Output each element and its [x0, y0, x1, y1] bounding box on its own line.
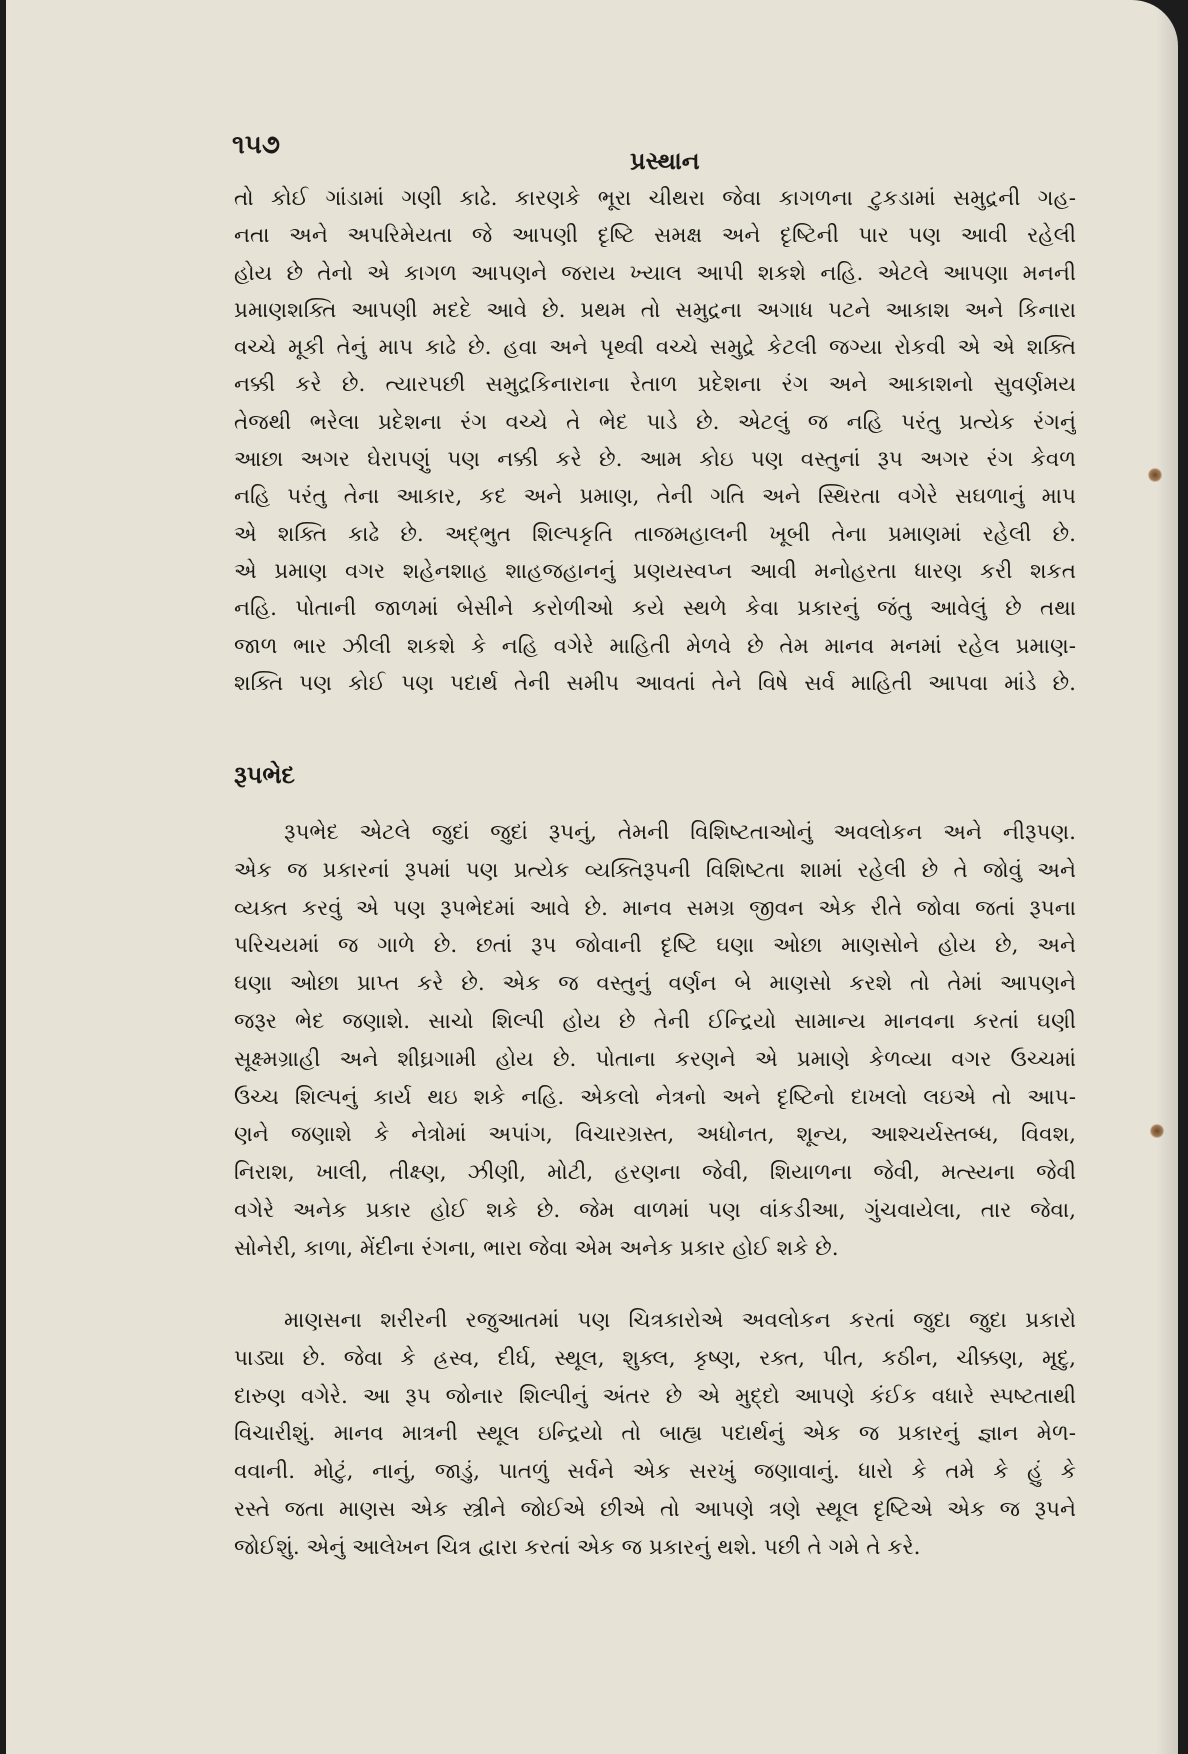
text-line: રૂપભેદ એટલે જુદાં જુદાં રૂપનું, તેમની વિશિષ્ટતાઓનું અવલોકન અને નીરૂપણ.	[284, 820, 1076, 845]
text-line: એ પ્રમાણ વગર શહેનશાહ શાહજહાનનું પ્રણયસ્વપ્ન આવી મનોહરતા ધારણ કરી શકત	[234, 558, 1076, 584]
text-line: ઘણા ઓછા પ્રાપ્ત કરે છે. એક જ વસ્તુનું વર્ણન બે માણસો કરશે તો તેમાં આપણને	[234, 971, 1076, 997]
text-line: પાડ્યા છે. જેવા કે હ્રસ્વ, દીર્ઘ, સ્થૂલ, શુક્લ, કૃષ્ણ, રક્ત, પીત, કઠીન, ચીક્કણ, મૃદુ,	[234, 1345, 1076, 1371]
text-line: દારુણ વગેરે. આ રૂપ જોનાર શિલ્પીનું અંતર છે એ મુદ્દો આપણે કંઈક વધારે સ્પષ્ટતાથી	[234, 1383, 1076, 1409]
text-line: શક્તિ પણ કોઈ પણ પદાર્થ તેની સમીપ આવતાં તેને વિષે સર્વ માહિતી આપવા માંડે છે.	[234, 670, 1076, 696]
binding-hole-mark	[1150, 1124, 1164, 1138]
text-line: જરૂર ભેદ જણાશે. સાચો શિલ્પી હોય છે તેની ઈન્દ્રિયો સામાન્ય માનવના કરતાં ઘણી	[234, 1008, 1076, 1034]
text-line: એ શક્તિ કાઢે છે. અદ્ભુત શિલ્પકૃતિ તાજમહાલની ખૂબી તેના પ્રમાણમાં રહેલી છે.	[234, 521, 1076, 547]
text-line: જાળ ભાર ઝીલી શકશે કે નહિ વગેરે માહિતી મેળવે છે તેમ માનવ મનમાં રહેલ પ્રમાણ-	[234, 633, 1076, 659]
text-line: નિરાશ, ખાલી, તીક્ષ્ણ, ઝીણી, મોટી, હરણના જેવી, શિયાળના જેવી, મત્સ્યના જેવી	[234, 1160, 1076, 1186]
text-line: સોનેરી, કાળા, મેંદીના રંગના, ભારા જેવા એમ અનેક પ્રકાર હોઈ શકે છે.	[234, 1235, 839, 1261]
text-line: જોઈશું. એનું આલેખન ચિત્ર દ્વારા કરતાં એક જ પ્રકારનું થશે. પછી તે ગમે તે કરે.	[234, 1534, 921, 1560]
text-line: વ્યક્ત કરવું એ પણ રૂપભેદમાં આવે છે. માનવ સમગ્ર જીવન એક રીતે જોવા જતાં રૂપના	[234, 895, 1076, 921]
text-line: ણને જણાશે કે નેત્રોમાં અપાંગ, વિચારગ્રસ્ત, અધોનત, શૂન્ય, આશ્ચર્યસ્તબ્ધ, વિવશ,	[234, 1122, 1076, 1148]
paragraph-1	[234, 180, 1076, 702]
text-line: વગેરે અનેક પ્રકાર હોઈ શકે છે. જેમ વાળમાં પણ વાંકડીઆ, ગુંચવાયેલા, તાર જેવા,	[234, 1197, 1076, 1223]
text-line: તો કોઈ ગાંડામાં ગણી કાઢે. કારણકે ભૂરા ચીથરા જેવા કાગળના ટુકડામાં સમુદ્રની ગહ-	[234, 186, 1076, 211]
text-line: રસ્તે જતા માણસ એક સ્ત્રીને જોઈએ છીએ તો આપણે ત્રણે સ્થૂલ દૃષ્ટિએ એક જ રૂપને	[234, 1496, 1076, 1522]
text-line: વિચારીશું. માનવ માત્રની સ્થૂલ ઇન્દ્રિયો તો બાહ્ય પદાર્થનું એક જ પ્રકારનું જ્ઞાન મેળ-	[234, 1421, 1076, 1447]
paragraph-2	[234, 814, 1076, 1268]
text-line: પરિચયમાં જ ગાળે છે. છતાં રૂપ જોવાની દૃષ્ટિ ઘણા ઓછા માણસોને હોય છે, અને	[234, 933, 1076, 959]
paragraph-3	[234, 1302, 1076, 1567]
text-line: નતા અને અપરિમેયતા જે આપણી દૃષ્ટિ સમક્ષ અને દૃષ્ટિની પાર પણ આવી રહેલી	[234, 223, 1076, 249]
page-number: ૧૫૭	[232, 130, 280, 160]
text-line: આછા અગર ઘેરાપણું પણ નક્કી કરે છે. આમ કોઇ પણ વસ્તુનાં રૂપ અગર રંગ કેવળ	[234, 447, 1076, 473]
text-line: સૂક્ષ્મગ્રાહી અને શીઘ્રગામી હોય છે. પોતાના કરણને એ પ્રમાણે કેળવ્યા વગર ઉચ્ચમાં	[234, 1046, 1076, 1072]
text-line: વચ્ચે મૂકી તેનું માપ કાઢે છે. હવા અને પૃથ્વી વચ્ચે સમુદ્રે કેટલી જગ્યા રોકવી એ એ શક્તિ	[234, 335, 1076, 361]
text-line: એક જ પ્રકારનાં રૂપમાં પણ પ્રત્યેક વ્યક્તિરૂપની વિશિષ્ટતા શામાં રહેલી છે તે જોવું અને	[234, 857, 1076, 883]
running-head: પ્રસ્થાન	[630, 146, 700, 175]
text-line: નહિ પરંતુ તેના આકાર, કદ અને પ્રમાણ, તેની ગતિ અને સ્થિરતા વગેરે સઘળાનું માપ	[234, 484, 1076, 510]
text-line: માણસના શરીરની રજુઆતમાં પણ ચિત્રકારોએ અવલોકન કરતાં જુદા જુદા પ્રકારો	[284, 1308, 1076, 1333]
text-line: પ્રમાણશક્તિ આપણી મદદે આવે છે. પ્રથમ તો સમુદ્રના અગાધ પટને આકાશ અને કિનારા	[234, 297, 1076, 323]
text-line: તેજથી ભરેલા પ્રદેશના રંગ વચ્ચે તે ભેદ પાડે છે. એટલું જ નહિ પરંતુ પ્રત્યેક રંગનું	[234, 409, 1076, 435]
section-heading: રૂપભેદ	[234, 760, 295, 789]
text-line: હોય છે તેનો એ કાગળ આપણને જરાય ખ્યાલ આપી શકશે નહિ. એટલે આપણા મનની	[234, 260, 1076, 286]
binding-hole-mark	[1148, 468, 1162, 482]
text-line: નહિ. પોતાની જાળમાં બેસીને કરોળીઓ કયે સ્થળે કેવા પ્રકારનું જંતુ આવેલું છે તથા	[234, 596, 1076, 622]
text-line: વવાની. મોટું, નાનું, જાડું, પાતળું સર્વને એક સરખું જણાવાનું. ધારો કે તમે કે હું કે	[234, 1459, 1076, 1485]
book-page	[6, 0, 1178, 1754]
text-line: ઉચ્ચ શિલ્પનું કાર્ય થઇ શકે નહિ. એકલો નેત્રનો અને દૃષ્ટિનો દાખલો લઇએ તો આપ-	[234, 1084, 1076, 1110]
text-line: નક્કી કરે છે. ત્યારપછી સમુદ્રકિનારાના રેતાળ પ્રદેશના રંગ અને આકાશનો સુવર્ણમય	[234, 372, 1076, 398]
page-header	[6, 130, 1178, 175]
